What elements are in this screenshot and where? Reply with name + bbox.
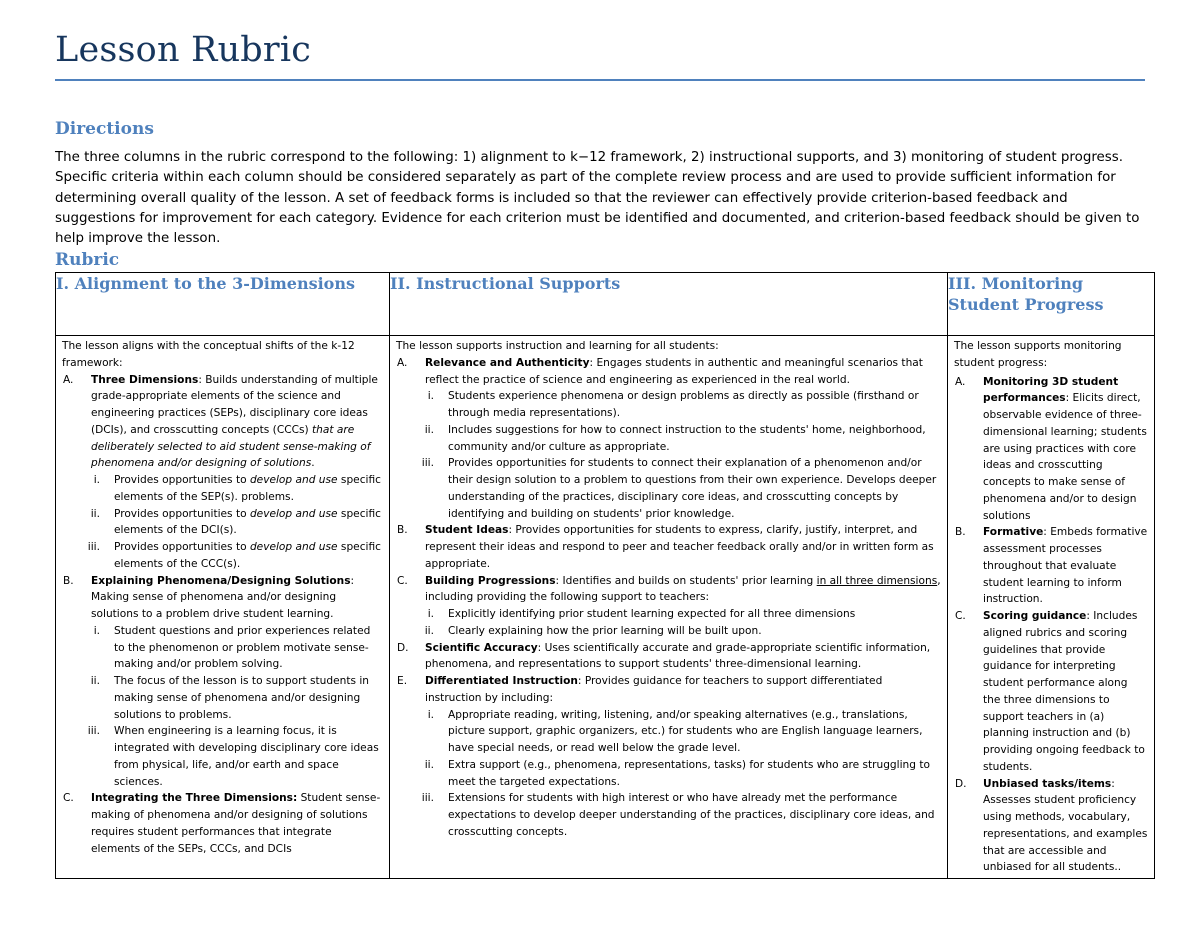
title-divider <box>55 79 1145 81</box>
rubric-heading: Rubric <box>55 250 120 270</box>
criterion-text: : Uses scientifically accurate and grade-appropriate scientific information, phenomena, and representations to support students' three-dimensional learning. <box>425 641 931 671</box>
marker: ii. <box>90 507 100 520</box>
criterion-title: Three Dimensions <box>91 373 199 386</box>
marker: iii. <box>87 541 100 553</box>
alignment-b-sub-3 <box>62 723 383 790</box>
rubric-table <box>55 272 1155 879</box>
sub-text: Extensions for students with high interest or who have already met the performance expectations to develop deeper understanding of the practices, disciplinary core ideas, and crosscutting concepts. <box>448 792 935 838</box>
supports-e-sub-3 <box>396 790 941 840</box>
column-header-alignment: I. Alignment to the 3-Dimensions <box>56 273 390 336</box>
monitoring-intro: The lesson supports monitoring student progress: <box>954 340 1122 369</box>
sub-text: The focus of the lesson is to support students in making sense of phenomena and/or designing solutions to problems. <box>114 675 370 721</box>
supports-a-sub-1 <box>396 388 941 422</box>
marker: ii. <box>424 624 434 637</box>
column-header-instructional-supports: II. Instructional Supports <box>390 273 948 336</box>
marker: i. <box>93 624 100 637</box>
supports-a-sub-2 <box>396 422 941 456</box>
alignment-criterion-a <box>62 372 383 473</box>
criterion-text: Student sense-making of phenomena and/or designing of solutions requires student performances that integrate elements of the SEPs, CCCs, and DCIs <box>91 792 381 855</box>
marker: C. <box>397 574 408 587</box>
rubric-body-row <box>56 336 1155 879</box>
criterion-title: Scoring guidance <box>983 610 1087 622</box>
alignment-a-sub-2 <box>62 506 383 540</box>
marker: A. <box>63 373 74 386</box>
criterion-text: : Identifies and builds on students' prior learning <box>555 574 817 587</box>
monitoring-criterion-d <box>954 776 1148 877</box>
directions-heading: Directions <box>55 119 154 139</box>
alignment-b-sub-1 <box>62 623 383 673</box>
marker: i. <box>427 708 434 721</box>
criterion-underline: in all three dimensions <box>816 574 938 587</box>
monitoring-cell <box>948 336 1155 879</box>
marker: A. <box>955 375 966 388</box>
criterion-title: Integrating the Three Dimensions: <box>91 792 298 805</box>
sub-text: specific elements of the SEP(s). problems. <box>114 474 381 503</box>
supports-criterion-c <box>396 573 941 607</box>
sub-text: Provides opportunities to <box>114 507 250 520</box>
sub-text: Extra support (e.g., phenomena, representations, tasks) for students who are struggling to meet the targeted expectations. <box>448 758 930 788</box>
alignment-criterion-b <box>62 573 383 623</box>
directions-text: The three columns in the rubric correspond to the following: 1) alignment to k−12 framework, 2) instructional supports, and 3) monitoring of student progress. Specific criteria within each column should be considered separately as part of the complete review process and are used to provide sufficient information for determining overall quality of the lesson. A set of feedback forms is included so that the reviewer can effectively provide criterion-based feedback and suggestions for improvement for each category. Evidence for each criterion must be identified and documented, and criterion-based feedback should be given to help improve the lesson. <box>55 150 1140 247</box>
criterion-title: Differentiated Instruction <box>425 675 578 687</box>
marker: C. <box>63 792 74 805</box>
supports-a-sub-3 <box>396 455 941 522</box>
column-header-monitoring: III. Monitoring Student Progress <box>948 273 1155 336</box>
marker: B. <box>955 526 966 539</box>
sub-text: Includes suggestions for how to connect instruction to the students' home, neighborhood, community and/or culture as appropriate. <box>448 423 926 453</box>
supports-criterion-a <box>396 355 941 389</box>
alignment-a-sub-3 <box>62 539 383 573</box>
rubric-header-row <box>56 273 1155 336</box>
alignment-cell <box>56 336 390 879</box>
supports-criterion-e <box>396 673 941 707</box>
criterion-title: Formative <box>983 526 1044 539</box>
criterion-text: : Embeds formative assessment processes throughout that evaluate student learning to inform instruction. <box>983 526 1148 606</box>
alignment-intro: The lesson aligns with the conceptual shifts of the k-12 framework: <box>62 340 355 369</box>
criterion-text: : Elicits direct, observable evidence of three-dimensional learning; students are using practices with core ideas and crosscutting concepts to make sense of phenomena and/or to design solutions <box>983 392 1147 522</box>
supports-e-sub-2 <box>396 757 941 791</box>
sub-text: Provides opportunities to <box>114 541 250 553</box>
criterion-title: Unbiased tasks/items <box>983 777 1112 790</box>
supports-criterion-d <box>396 640 941 674</box>
sub-text: Clearly explaining how the prior learning will be built upon. <box>448 624 762 637</box>
monitoring-criterion-a <box>954 374 1148 525</box>
marker: B. <box>397 524 408 537</box>
alignment-a-sub-1 <box>62 472 383 506</box>
alignment-b-sub-2 <box>62 673 383 723</box>
criterion-end: . <box>311 457 315 470</box>
marker: i. <box>93 474 100 486</box>
sub-emphasis: develop and use <box>249 474 338 486</box>
criterion-title: Relevance and Authenticity <box>425 356 590 369</box>
marker: E. <box>397 675 408 687</box>
supports-criterion-b <box>396 522 941 572</box>
criterion-title: Student Ideas <box>425 524 509 537</box>
marker: i. <box>427 608 434 620</box>
criterion-title: Scientific Accuracy <box>425 641 538 654</box>
marker: iii. <box>421 457 434 470</box>
monitoring-criterion-b <box>954 524 1148 608</box>
sub-text: Provides opportunities to <box>114 474 250 486</box>
marker: ii. <box>424 423 434 436</box>
marker: C. <box>955 610 966 622</box>
criterion-title: Explaining Phenomena/Designing Solutions <box>91 574 351 587</box>
supports-e-sub-1 <box>396 707 941 757</box>
criterion-text: : Provides opportunities for students to express, clarify, justify, interpret, and represent their ideas and respond to peer and teacher feedback orally and/or in written form as appropriate. <box>425 524 934 570</box>
criterion-title: Building Progressions <box>425 574 556 587</box>
criterion-text: : Builds understanding of multiple grade-appropriate elements of the science and engineering practices (SEPs), disciplinary core ideas (DCIs), and crosscutting concepts (CCCs) <box>91 373 378 436</box>
marker: iii. <box>87 725 100 738</box>
marker: ii. <box>90 675 100 687</box>
sub-emphasis: develop and use <box>249 541 338 553</box>
alignment-criterion-c <box>62 790 383 857</box>
criterion-italic: that are deliberately selected to aid student sense-making of phenomena and/or designing of solutions <box>91 423 371 470</box>
marker: iii. <box>421 792 434 805</box>
criterion-text: : Includes aligned rubrics and scoring guidelines that provide guidance for interpreting student performance along the three dimensions to support teachers in (a) planning instruction and (b) providing ongoing feedback to students. <box>983 610 1145 773</box>
sub-text: Appropriate reading, writing, listening, and/or speaking alternatives (e.g., translations, picture support, graphic organizers, etc.) for students who are English language learners, have special needs, or read well below the grade level. <box>448 708 923 754</box>
monitoring-criterion-c <box>954 608 1148 776</box>
sub-text: Students experience phenomena or design problems as directly as possible (firsthand or through media representations). <box>448 390 919 419</box>
marker: i. <box>427 390 434 403</box>
instructional-supports-cell <box>390 336 948 879</box>
sub-text: Student questions and prior experiences related to the phenomenon or problem motivate sense-making and/or problem solving. <box>114 624 371 671</box>
criterion-title: Monitoring 3D student performances <box>983 375 1119 405</box>
marker: ii. <box>424 758 434 771</box>
page-title: Lesson Rubric <box>55 30 312 70</box>
supports-c-sub-1 <box>396 606 941 623</box>
marker: B. <box>63 574 74 587</box>
marker: D. <box>955 777 967 790</box>
supports-c-sub-2 <box>396 623 941 640</box>
sub-text: Provides opportunities for students to connect their explanation of a phenomenon and/or their design solution to a problem to questions from their own experience. Develops deeper understanding of the practices, disciplinary core ideas, and crosscutting concepts by identifying and building on students' prior knowledge. <box>448 457 937 520</box>
supports-intro: The lesson supports instruction and learning for all students: <box>396 340 719 352</box>
sub-text: Explicitly identifying prior student learning expected for all three dimensions <box>448 608 856 620</box>
sub-emphasis: develop and use <box>249 507 338 520</box>
marker: D. <box>397 641 409 654</box>
criterion-text: : Provides guidance for teachers to support differentiated instruction by including: <box>425 675 883 704</box>
sub-text: specific elements of the DCI(s). <box>114 507 381 537</box>
criterion-text: : Making sense of phenomena and/or designing solutions to a problem drive student learning. <box>91 574 355 620</box>
sub-text: When engineering is a learning focus, it is integrated with developing disciplinary core ideas from physical, life, and/or earth and space sciences. <box>114 725 379 788</box>
criterion-text: : Assesses student proficiency using methods, vocabulary, representations, and examples that are accessible and unbiased for all students.. <box>983 777 1148 874</box>
criterion-end: , including providing the following support to teachers: <box>425 574 941 604</box>
marker: A. <box>397 356 408 369</box>
sub-text: specific elements of the CCC(s). <box>114 541 381 570</box>
criterion-text: : Engages students in authentic and meaningful scenarios that reflect the practice of science and engineering as experienced in the real world. <box>425 356 923 386</box>
